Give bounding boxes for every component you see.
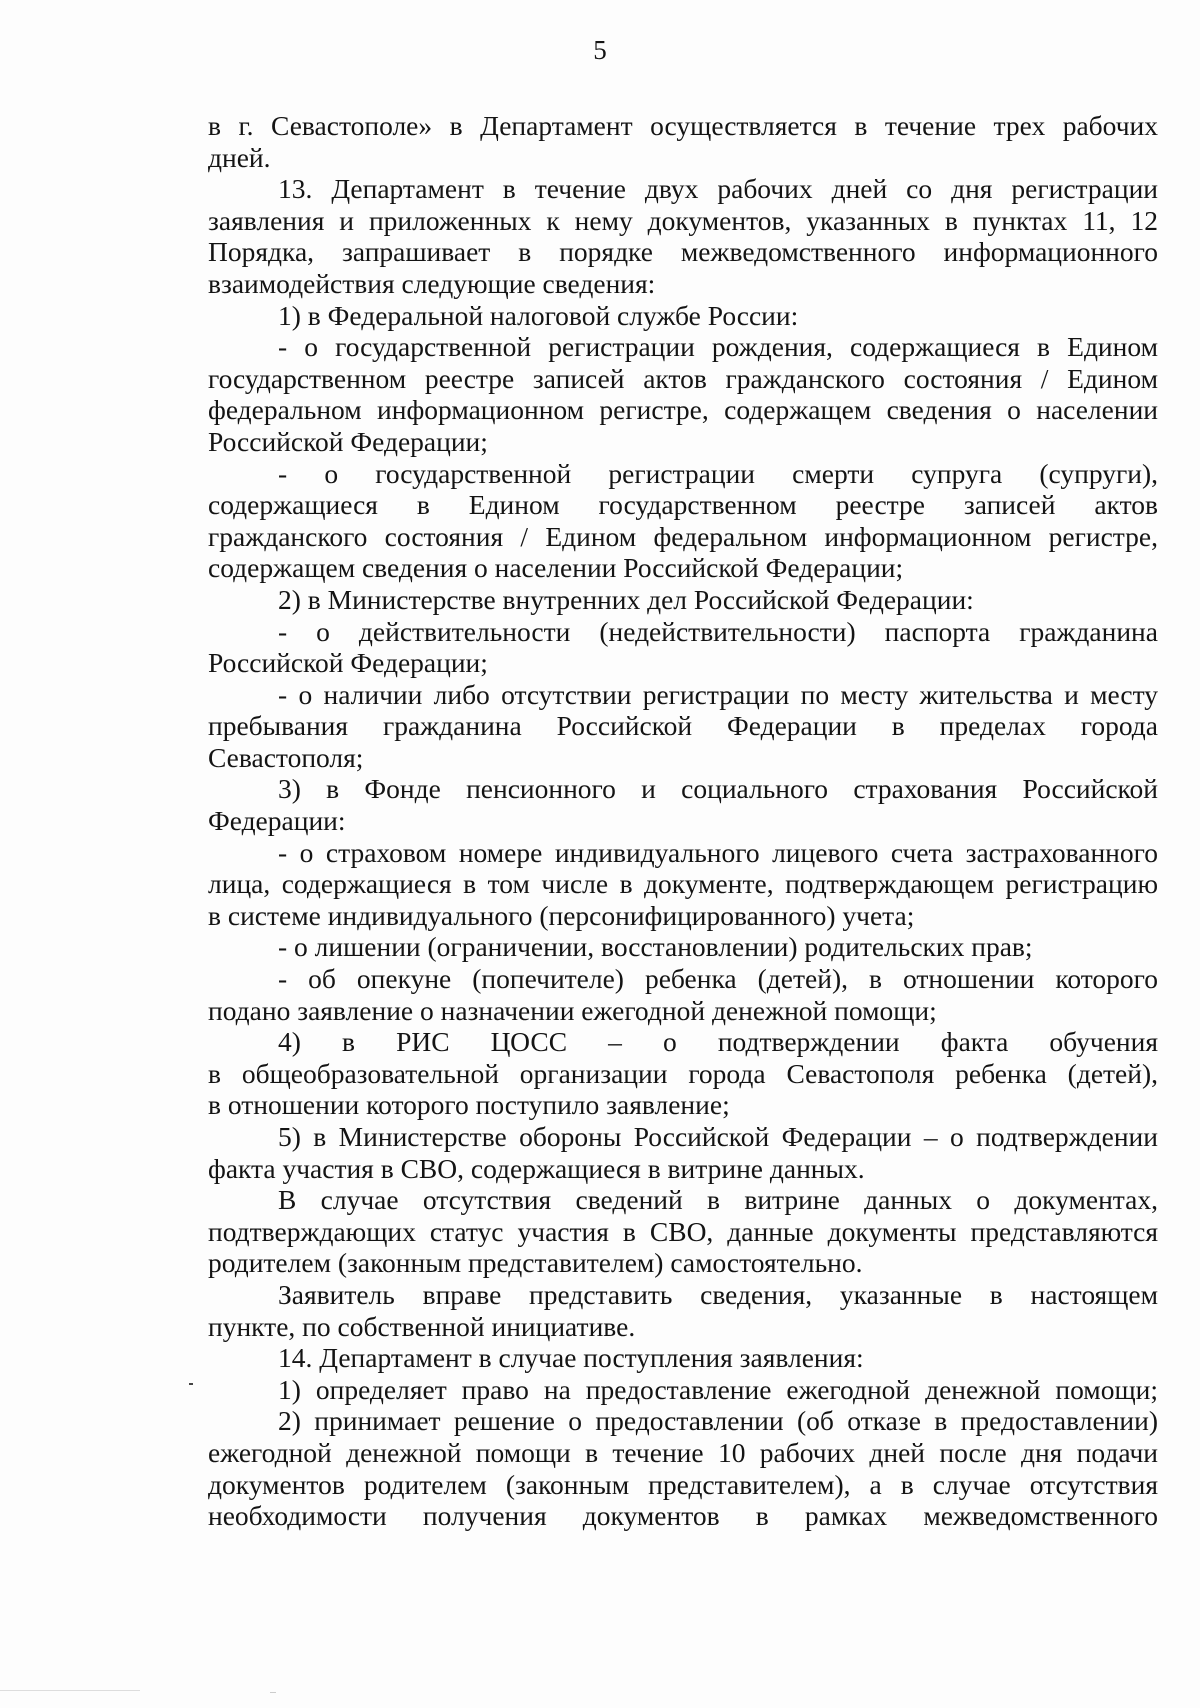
- text-line: - о лишении (ограничении, восстановлении) родительских прав;: [278, 931, 1033, 963]
- text-line: Федерации:: [208, 805, 346, 837]
- text-line: 13. Департамент в течение двух рабочих дней со дня регистрации: [278, 173, 1158, 205]
- text-line: Севастополя;: [208, 741, 364, 773]
- text-line: 1) определяет право на предоставление ежегодной денежной помощи;: [278, 1373, 1158, 1405]
- scan-edge-mark: [270, 1692, 276, 1693]
- text-line: Российской Федерации;: [208, 647, 488, 679]
- text-line: 14. Департамент в случае поступления заявления:: [278, 1342, 864, 1374]
- text-line: факта участия в СВО, содержащиеся в витрине данных.: [208, 1152, 865, 1184]
- text-line: необходимости получения документов в рамках межведомственного: [208, 1500, 1158, 1532]
- text-line: заявления и приложенных к нему документов, указанных в пунктах 11, 12: [208, 204, 1158, 236]
- text-line: содержащем сведения о населении Российской Федерации;: [208, 552, 904, 584]
- text-line: подано заявление о назначении ежегодной денежной помощи;: [208, 994, 937, 1026]
- text-line: - о государственной регистрации смерти супруга (супруги),: [278, 457, 1158, 489]
- text-line: - о наличии либо отсутствии регистрации по месту жительства и месту: [278, 678, 1158, 710]
- text-line: документов родителем (законным представителем), а в случае отсутствия: [208, 1468, 1158, 1500]
- text-line: 5) в Министерстве обороны Российской Федерации – о подтверждении: [278, 1121, 1158, 1152]
- text-line: - об опекуне (попечителе) ребенка (детей), в отношении которого: [278, 963, 1158, 995]
- text-line: 1) в Федеральной налоговой службе России:: [278, 299, 799, 331]
- text-line: родителем (законным представителем) самостоятельно.: [208, 1247, 863, 1279]
- text-line: в отношении которого поступило заявление;: [208, 1089, 730, 1121]
- text-line: - о страховом номере индивидуального лицевого счета застрахованного: [278, 836, 1158, 868]
- text-line: федеральном информационном регистре, содержащем сведения о населении: [208, 394, 1158, 426]
- text-line: 2) принимает решение о предоставлении (об отказе в предоставлении): [278, 1405, 1158, 1437]
- text-line: В случае отсутствия сведений в витрине данных о документах,: [278, 1184, 1158, 1216]
- text-line: Порядка, запрашивает в порядке межведомственного информационного: [208, 236, 1158, 268]
- text-line: пребывания гражданина Российской Федерации в пределах города: [208, 710, 1158, 742]
- text-line: Российской Федерации;: [208, 425, 488, 457]
- text-line: 4) в РИС ЦОСС – о подтверждении факта обучения: [278, 1026, 1158, 1058]
- text-line: 3) в Фонде пенсионного и социального страхования Российской: [278, 773, 1158, 805]
- text-line: - о действительности (недействительности) паспорта гражданина: [278, 615, 1158, 647]
- text-line: - о государственной регистрации рождения, содержащиеся в Едином: [278, 331, 1158, 363]
- text-line: в г. Севастополе» в Департамент осуществляется в течение трех рабочих: [208, 110, 1158, 141]
- text-line: Заявитель вправе представить сведения, указанные в настоящем: [278, 1278, 1158, 1310]
- text-line: дней.: [208, 141, 271, 173]
- text-line: содержащиеся в Едином государственном реестре записей актов: [208, 489, 1158, 521]
- text-line: в системе индивидуального (персонифицированного) учета;: [208, 899, 915, 931]
- text-line: взаимодействия следующие сведения:: [208, 267, 656, 299]
- text-line: пункте, по собственной инициативе.: [208, 1310, 636, 1342]
- text-line: ежегодной денежной помощи в течение 10 рабочих дней после дня подачи: [208, 1436, 1158, 1468]
- scan-edge-mark: [0, 1690, 140, 1691]
- text-line: государственном реестре записей актов гражданского состояния / Едином: [208, 362, 1158, 394]
- text-line: лица, содержащиеся в том числе в документе, подтверждающем регистрацию: [208, 868, 1158, 900]
- document-body: [208, 110, 1158, 1532]
- text-line: 2) в Министерстве внутренних дел Российской Федерации:: [278, 583, 974, 615]
- text-line: подтверждающих статус участия в СВО, данные документы представляются: [208, 1215, 1158, 1247]
- margin-mark: [189, 1383, 193, 1385]
- page-number: 5: [593, 35, 607, 65]
- text-line: гражданского состояния / Едином федеральном информационном регистре,: [208, 520, 1158, 552]
- text-line: в общеобразовательной организации города Севастополя ребенка (детей),: [208, 1057, 1158, 1089]
